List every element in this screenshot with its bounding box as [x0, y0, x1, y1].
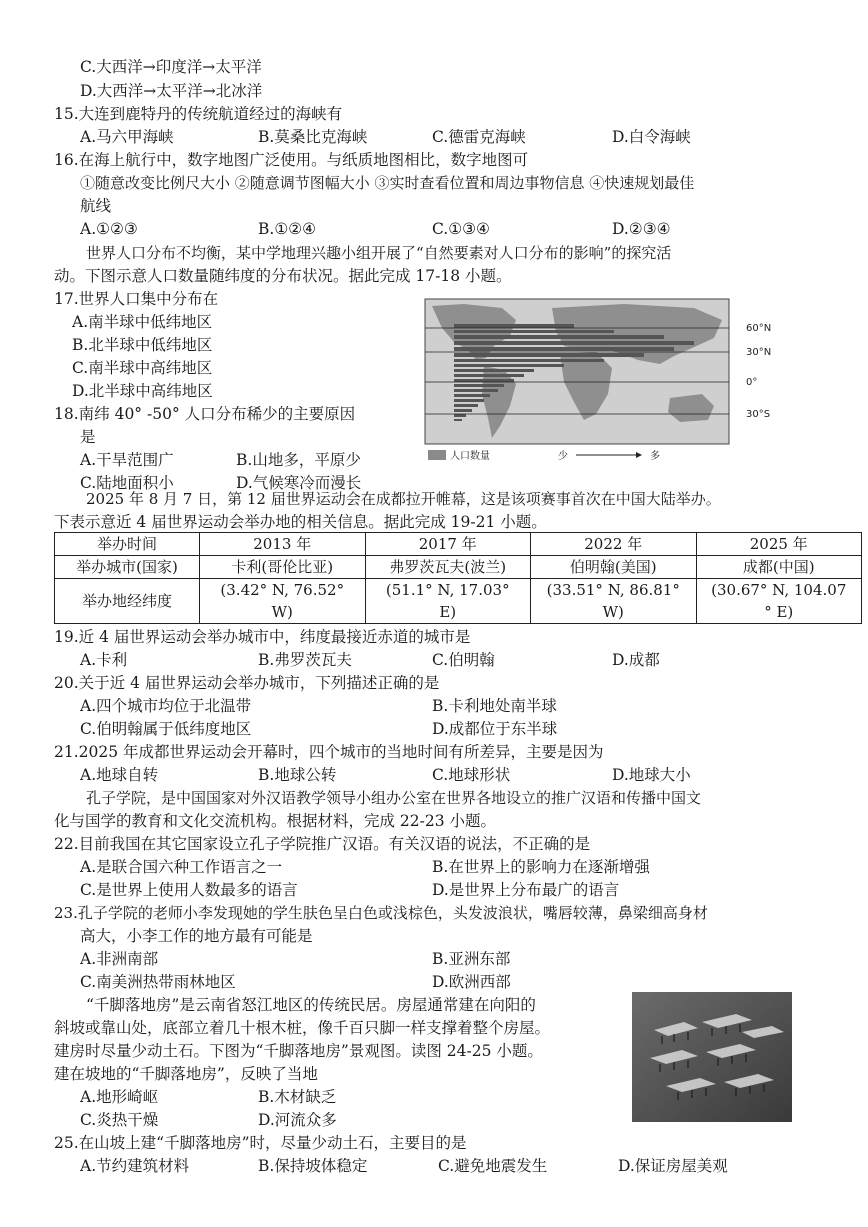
legend-label: 人口数量 — [450, 451, 490, 462]
intro-24-line3: 建房时尽量少动土石。下图为“千脚落地房”景观图。读图 24-25 小题。 — [54, 1042, 543, 1060]
q19-option-b: B.弗罗茨瓦夫 — [258, 651, 352, 669]
q20-option-b: B.卡利地处南半球 — [432, 697, 557, 715]
coord-line: ° E) — [764, 603, 794, 621]
q17-option-a: A.南半球中低纬地区 — [72, 313, 213, 331]
stilt-house-photo — [632, 992, 792, 1122]
population-latitude-map — [424, 298, 790, 466]
lat-label-30n: 30°N — [746, 347, 772, 358]
q16-option-b: B.①②④ — [258, 220, 317, 238]
q21-option-b: B.地球公转 — [258, 766, 337, 784]
table-cell: 2017 年 — [365, 533, 531, 556]
coord-line: E) — [439, 603, 457, 621]
q23-stem: 23.孔子学院的老师小李发现她的学生肤色呈白色或浅棕色，头发波浪状，嘴唇较薄，鼻梁细高身材 — [54, 904, 708, 922]
q16-stem: 16.在海上航行中，数字地图广泛使用。与纸质地图相比，数字地图可 — [54, 151, 529, 169]
intro-22-line2: 化与国学的教育和文化交流机构。根据材料，完成 22-23 小题。 — [54, 812, 497, 830]
q15-option-d: D.白令海峡 — [612, 128, 691, 146]
q22-option-a: A.是联合国六种工作语言之一 — [80, 858, 283, 876]
table-row-years — [55, 533, 862, 556]
q17-option-b: B.北半球中低纬地区 — [72, 336, 213, 354]
table-cell-coords — [200, 579, 366, 624]
table-cell-coords — [531, 579, 697, 624]
intro-17-line1: 世界人口分布不均衡，某中学地理兴趣小组开展了“自然要素对人口分布的影响”的探究活 — [86, 244, 672, 262]
q18-stem-cont: 是 — [80, 428, 96, 446]
q17-stem: 17.世界人口集中分布在 — [54, 290, 219, 308]
q15-option-b: B.莫桑比克海峡 — [258, 128, 368, 146]
q20-option-a: A.四个城市均位于北温带 — [80, 697, 252, 715]
world-games-table — [54, 532, 862, 624]
table-cell: 弗罗茨瓦夫(波兰) — [365, 556, 531, 579]
q23-option-c: C.南美洲热带雨林地区 — [80, 973, 236, 991]
q14-option-c: C.大西洋→印度洋→太平洋 — [80, 58, 262, 76]
q22-stem: 22.目前我国在其它国家设立孔子学院推广汉语。有关汉语的说法，不正确的是 — [54, 835, 591, 853]
lat-label-60n: 60°N — [746, 323, 772, 334]
q23-stem-cont: 高大，小李工作的地方最有可能是 — [80, 927, 313, 945]
q25-option-a: A.节约建筑材料 — [80, 1157, 190, 1175]
q22-option-b: B.在世界上的影响力在逐渐增强 — [432, 858, 650, 876]
q19-option-a: A.卡利 — [80, 651, 128, 669]
intro-19-line1: 2025 年 8 月 7 日，第 12 届世界运动会在成都拉开帷幕，这是该项赛事首次在中国大陆举办。 — [86, 490, 721, 508]
q20-option-c: C.伯明翰属于低纬度地区 — [80, 720, 252, 738]
q24-stem: 建在坡地的“千脚落地房”，反映了当地 — [54, 1065, 318, 1083]
q24-option-a: A.地形崎岖 — [80, 1088, 159, 1106]
q21-stem: 21.2025 年成都世界运动会开幕时，四个城市的当地时间有所差异，主要是因为 — [54, 743, 604, 761]
table-cell: 2022 年 — [531, 533, 697, 556]
q16-option-a: A.①②③ — [80, 220, 138, 238]
q18-stem: 18.南纬 40° -50° 人口分布稀少的主要原因 — [54, 405, 356, 423]
q17-option-d: D.北半球中高纬地区 — [72, 382, 213, 400]
table-row-label: 举办时间 — [55, 533, 200, 556]
q21-option-c: C.地球形状 — [432, 766, 511, 784]
q19-option-c: C.伯明翰 — [432, 651, 495, 669]
q15-stem: 15.大连到鹿特丹的传统航道经过的海峡有 — [54, 105, 343, 123]
legend-high: 多 — [650, 451, 660, 462]
q18-option-d: D.气候寒冷而漫长 — [236, 474, 362, 492]
legend-swatch — [428, 450, 446, 460]
q19-option-d: D.成都 — [612, 651, 660, 669]
q23-option-a: A.非洲南部 — [80, 950, 159, 968]
q15-option-a: A.马六甲海峡 — [80, 128, 174, 146]
q14-option-d: D.大西洋→太平洋→北冰洋 — [80, 82, 263, 100]
intro-22-line1: 孔子学院，是中国国家对外汉语教学领导小组办公室在世界各地设立的推广汉语和传播中国文 — [86, 789, 702, 807]
table-cell-coords — [365, 579, 531, 624]
q25-option-b: B.保持坡体稳定 — [258, 1157, 368, 1175]
table-cell: 伯明翰(美国) — [531, 556, 697, 579]
q24-option-c: C.炎热干燥 — [80, 1111, 159, 1129]
q18-option-c: C.陆地面积小 — [80, 474, 174, 492]
q16-statements-cont: 航线 — [80, 197, 112, 215]
q18-option-a: A.干旱范围广 — [80, 451, 174, 469]
q25-option-c: C.避免地震发生 — [438, 1157, 548, 1175]
lat-label-30s: 30°S — [746, 409, 771, 420]
q21-option-d: D.地球大小 — [612, 766, 691, 784]
coord-line: W) — [602, 603, 624, 621]
table-cell: 卡利(哥伦比亚) — [200, 556, 366, 579]
q24-option-b: B.木材缺乏 — [258, 1088, 337, 1106]
q15-option-c: C.德雷克海峡 — [432, 128, 526, 146]
q22-option-c: C.是世界上使用人数最多的语言 — [80, 881, 298, 899]
intro-24-line2: 斜坡或靠山处，底部立着几十根木桩，像千百只脚一样支撑着整个房屋。 — [54, 1019, 551, 1037]
coord-line: (30.67° N, 104.07 — [711, 581, 847, 599]
q22-option-d: D.是世界上分布最广的语言 — [432, 881, 620, 899]
table-row-label: 举办城市(国家) — [55, 556, 200, 579]
table-cell: 成都(中国) — [696, 556, 862, 579]
legend-low: 少 — [558, 451, 568, 462]
intro-24-line1: “千脚落地房”是云南省怒江地区的传统民居。房屋通常建在向阳的 — [86, 996, 536, 1014]
q25-option-d: D.保证房屋美观 — [618, 1157, 728, 1175]
q18-option-b: B.山地多，平原少 — [236, 451, 361, 469]
table-row-label: 举办地经纬度 — [55, 579, 200, 624]
intro-17-line2: 动。下图示意人口数量随纬度的分布状况。据此完成 17-18 小题。 — [54, 267, 512, 285]
q20-option-d: D.成都位于东半球 — [432, 720, 558, 738]
q19-stem: 19.近 4 届世界运动会举办城市中，纬度最接近赤道的城市是 — [54, 628, 471, 646]
table-row-coords — [55, 579, 862, 624]
table-row-cities — [55, 556, 862, 579]
q23-option-d: D.欧洲西部 — [432, 973, 511, 991]
q24-option-d: D.河流众多 — [258, 1111, 337, 1129]
coord-line: W) — [271, 603, 293, 621]
lat-label-0: 0° — [746, 377, 758, 388]
q16-option-d: D.②③④ — [612, 220, 671, 238]
table-cell-coords — [696, 579, 862, 624]
intro-19-line2: 下表示意近 4 届世界运动会举办地的相关信息。据此完成 19-21 小题。 — [54, 513, 547, 531]
coord-line: (33.51° N, 86.81° — [546, 581, 680, 599]
table-cell: 2013 年 — [200, 533, 366, 556]
coord-line: (51.1° N, 17.03° — [385, 581, 510, 599]
q21-option-a: A.地球自转 — [80, 766, 159, 784]
q23-option-b: B.亚洲东部 — [432, 950, 511, 968]
q25-stem: 25.在山坡上建“千脚落地房”时，尽量少动土石，主要目的是 — [54, 1134, 467, 1152]
q16-statements: ①随意改变比例尺大小 ②随意调节图幅大小 ③实时查看位置和周边事物信息 ④快速规划最佳 — [80, 174, 695, 192]
q20-stem: 20.关于近 4 届世界运动会举办城市，下列描述正确的是 — [54, 674, 440, 692]
q16-option-c: C.①③④ — [432, 220, 490, 238]
q17-option-c: C.南半球中高纬地区 — [72, 359, 213, 377]
table-cell: 2025 年 — [696, 533, 862, 556]
coord-line: (3.42° N, 76.52° — [220, 581, 345, 599]
